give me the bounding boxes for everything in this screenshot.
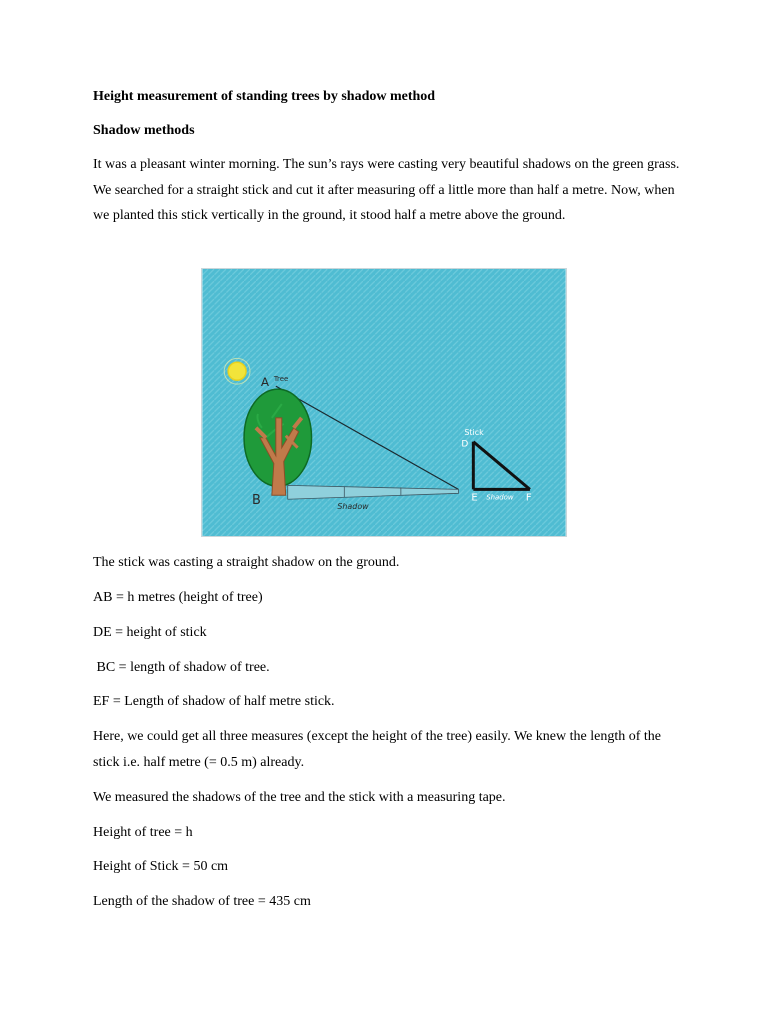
shadow-method-drawing	[201, 268, 567, 537]
label-stick-shadow: Shadow	[486, 493, 514, 502]
drawing-canvas	[202, 269, 566, 536]
section-heading: Shadow methods	[93, 123, 195, 138]
bc-definition: BC = length of shadow of tree.	[93, 660, 270, 675]
height-of-tree-line: Height of tree = h	[93, 825, 193, 840]
label-shadow: Shadow	[337, 502, 369, 512]
sun	[224, 358, 250, 384]
label-a: A	[260, 375, 270, 390]
measuring-tape-line: We measured the shadows of the tree and the stick with a measuring tape.	[93, 790, 506, 805]
label-tree: Tree	[273, 375, 289, 384]
label-d: D	[461, 439, 469, 450]
ef-definition: EF = Length of shadow of half metre stick.	[93, 694, 335, 709]
label-stick: Stick	[464, 427, 484, 437]
label-e: E	[471, 492, 478, 504]
shadow-length-line: Length of the shadow of tree = 435 cm	[93, 894, 311, 909]
label-f: F	[525, 492, 532, 504]
measures-paragraph: Here, we could get all three measures (except the height of the tree) easily. We knew the length of the stick i.e. half metre (= 0.5 m) already.	[93, 729, 661, 770]
document-title: Height measurement of standing trees by shadow method	[93, 89, 436, 104]
intro-paragraph: It was a pleasant winter morning. The sun’s rays were casting very beautiful shadows on the green grass. We searched for a straight stick and cut it after measuring off a little more than half a metre. Now, when we planted this stick vertically in the ground, it stood half a metre above the ground.	[93, 157, 680, 224]
ab-definition: AB = h metres (height of tree)	[93, 590, 263, 605]
de-definition: DE = height of stick	[93, 625, 207, 640]
casting-shadow-line: The stick was casting a straight shadow on the ground.	[93, 555, 400, 570]
height-of-stick-line: Height of Stick = 50 cm	[93, 859, 229, 874]
label-b: B	[251, 493, 261, 509]
